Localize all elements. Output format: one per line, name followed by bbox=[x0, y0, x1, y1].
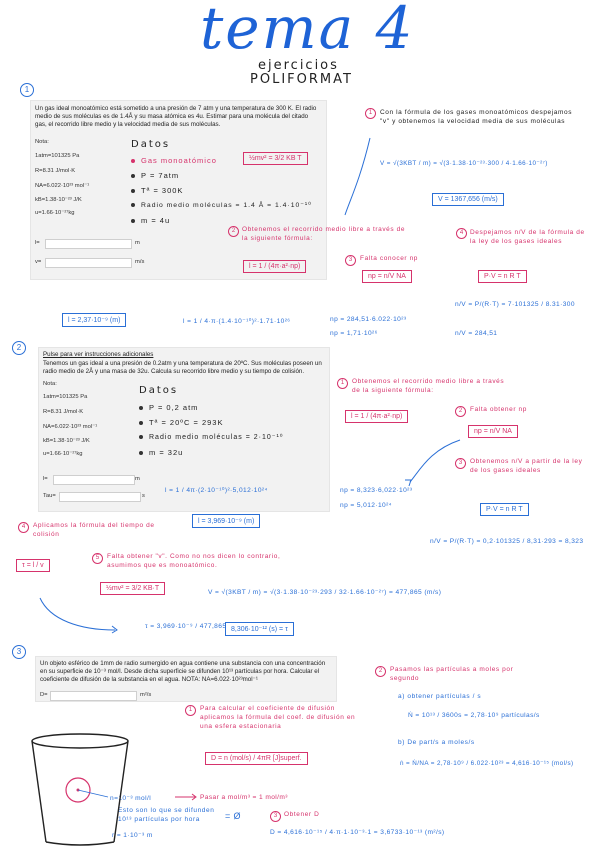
ex2-energy-box: ½mv² = 3/2 KB·T bbox=[100, 582, 165, 595]
note2-na: NA=6.022·10²³ mol⁻¹ bbox=[43, 424, 98, 430]
ex1-nv-res: n/V = 284,51 bbox=[455, 330, 498, 337]
ex2-np-calc2: np = 5,012·10²⁴ bbox=[340, 502, 392, 509]
ex3-step1-text: Para calcular el coeficiente de difusión aplicamos la fórmula del coef. de difusión en una esfera estacionaria bbox=[200, 705, 356, 730]
ex2-tau-calc: τ = 3,969·10⁻⁹ / 477,865 bbox=[145, 623, 227, 630]
dato2-t: Tª = 20ºC = 293K bbox=[149, 418, 224, 427]
note-kb: kB=1.38·10⁻²³ J/K bbox=[35, 197, 82, 203]
ex3-step2-text: Pasamos las partículas a moles por segundo bbox=[390, 666, 514, 682]
note2-atm: 1atm=101325 Pa bbox=[43, 394, 88, 400]
ex2-l-calc: l = 1 / 4π·(2·10⁻¹⁰)²·5,012·10²⁴ bbox=[165, 487, 268, 494]
ex1-np-calc2: np = 1,71·10²⁶ bbox=[330, 330, 378, 337]
ex2-step-1-number: 1 bbox=[337, 378, 348, 389]
note-label-2: Nota: bbox=[43, 381, 57, 387]
ex2-v-formula: V = √(3KBT / m) = √(3·1.38·10⁻²³·293 / 32·1.66·10⁻²⁷) = 477,865 (m/s) bbox=[208, 589, 442, 596]
ex3-zero: = Ø bbox=[225, 811, 241, 821]
arrow-1-icon bbox=[345, 138, 370, 215]
ex2-step5-text: Falta obtener "v". Como no nos dicen lo contrario, asumimos que es monoatómico. bbox=[107, 553, 281, 569]
ex3-a-eq: Ṅ = 10¹³ / 3600s = 2,78·10⁹ partículas/s bbox=[408, 712, 540, 719]
ex2-step2-text: Falta obtener np bbox=[470, 406, 527, 413]
field-l-label: l= bbox=[35, 240, 40, 246]
note2-kb: kB=1.38·10⁻²³ J/K bbox=[43, 438, 90, 444]
exercise-1-statement: Un gas ideal monoatómico está sometido a una presión de 7 atm y una temperatura de 300 K. El radio medio de sus moléculas es de 1.4Å y su masa atómica es 4u. Estimar para una molécula del citado gas, el recorrido libre medio y la velocidad media de sus moléculas. bbox=[35, 105, 317, 128]
exercise-3-statement: Un objeto esférico de 1mm de radio sumergido en agua contiene una substancia con una concentración en su superficie de 10⁻³ mol/l. Desde dicha superficie se difunden 10¹³ partículas por hora. Calcular el coeficiente de difusión de la substancia en el agua. NOTA: NA=6.022·10²³mol⁻¹ bbox=[40, 660, 326, 683]
ex3-conc-label: n=10⁻³ mol/l bbox=[110, 795, 152, 802]
field2-tau-unit: s bbox=[142, 493, 145, 499]
note-u: u=1.66·10⁻²⁷kg bbox=[35, 210, 75, 216]
page-title: tema 4 bbox=[200, 0, 415, 62]
ex1-nv-eq: n/V = P/(R·T) = 7·101325 / 8.31·300 bbox=[455, 301, 575, 308]
beaker-icon bbox=[32, 734, 128, 845]
ex3-parts-label: Esto son lo que se difunden 10¹³ partículas por hora bbox=[118, 807, 215, 823]
ex2-step4-text: Aplicamos la fórmula del tiempo de colisión bbox=[33, 522, 155, 538]
ex2-step-5-number: 5 bbox=[92, 553, 103, 564]
field2-l-unit: m bbox=[135, 476, 140, 482]
ex1-v-result: V = 1367,656 (m/s) bbox=[432, 193, 504, 206]
note-na: NA=6.022·10²³ mol⁻¹ bbox=[35, 183, 90, 189]
ex3-step-3-number: 3 bbox=[270, 811, 281, 822]
ex1-np-box: np = n/V NA bbox=[362, 270, 412, 283]
ex2-step3-text: Obtenemos n/V a partir de la ley de los gases ideales bbox=[470, 458, 583, 474]
dato2-radio: Radio medio moléculas = 2·10⁻¹⁰ bbox=[149, 434, 284, 441]
ex1-l-result: l = 2,37·10⁻⁹ (m) bbox=[62, 313, 126, 327]
field-v-unit: m/s bbox=[135, 259, 145, 265]
note-label: Nota: bbox=[35, 139, 49, 145]
field-l-unit: m bbox=[135, 240, 140, 246]
instructions-link[interactable]: Pulse para ver instrucciones adicionales bbox=[43, 351, 154, 358]
note-atm: 1atm=101325 Pa bbox=[35, 153, 80, 159]
ex3-radius: r = 1·10⁻³ m bbox=[112, 832, 153, 839]
datos-title: Datos bbox=[131, 139, 171, 150]
ex1-step3-text: Falta conocer np bbox=[360, 255, 419, 262]
energy-formula-box: ½mv² = 3/2 KB T bbox=[243, 152, 308, 165]
field3-d-unit: m²/s bbox=[140, 692, 152, 698]
ex1-np-calc1: np = 284,51·6.022·10²³ bbox=[330, 316, 407, 323]
ex2-tau-box: τ = l / v bbox=[16, 559, 50, 572]
field-v-label: v= bbox=[35, 259, 42, 265]
arrow-2-icon bbox=[410, 440, 460, 482]
dato-m: m = 4u bbox=[141, 216, 171, 225]
ex3-d-box: D = n (mol/s) / 4πR [J]superf. bbox=[205, 752, 308, 765]
subtitle-ejercicios: ejercicios bbox=[258, 58, 339, 73]
ex2-pvnrt: P·V = n R T bbox=[480, 503, 529, 516]
dato2-p: P = 0,2 atm bbox=[149, 403, 199, 412]
exercise-2-statement: Tenemos un gas ideal a una presión de 0.2atm y una temperatura de 20ºC. Sus moléculas poseen un radio medio de 2Å y una masa de 32u. Calcula su recorrido libre medio y su tiempo de colisión. bbox=[43, 360, 322, 375]
step-3-number: 3 bbox=[345, 255, 356, 266]
ex2-nv-eq: n/V = P/(R·T) = 0,2·101325 / 8,31·293 = 8,323 bbox=[430, 538, 584, 545]
ex3-arrow-text: Pasar a mol/m³ = 1 mol/m³ bbox=[200, 794, 288, 801]
ex1-pvnrt: P·V = n R T bbox=[478, 270, 527, 283]
ex3-step-2-number: 2 bbox=[375, 666, 386, 677]
field2-tau-label: Tau= bbox=[43, 493, 56, 499]
ex2-step-4-number: 4 bbox=[18, 522, 29, 533]
ex2-tau-result: 8,306·10⁻¹² (s) = τ bbox=[225, 622, 294, 636]
exercise-2-number: 2 bbox=[12, 341, 26, 355]
dato2-m: m = 32u bbox=[149, 448, 184, 457]
note2-u: u=1.66·10⁻²⁷kg bbox=[43, 451, 83, 457]
step-1-number: 1 bbox=[365, 108, 376, 119]
datos2-title: Datos bbox=[139, 385, 179, 396]
exercise-3-number: 3 bbox=[12, 645, 26, 659]
subtitle-poliformat: POLIFORMAT bbox=[250, 72, 353, 87]
ex2-np-box: np = n/V NA bbox=[468, 425, 518, 438]
dato-gas: Gas monoatómico bbox=[141, 156, 217, 165]
note-r: R=8.31 J/mol·K bbox=[35, 168, 76, 174]
dato-radio: Radio medio moléculas = 1.4 Å = 1.4·10⁻¹⁰ bbox=[141, 202, 312, 209]
ex1-step4-text: Despejamos n/V de la fórmula de la ley de los gases ideales bbox=[470, 229, 585, 245]
ex1-l-formula: l = 1 / (4π·a²·np) bbox=[243, 260, 306, 273]
ex1-step1-text: Con la fórmula de los gases monoatómicos despejamos "v" y obtenemos la velocidad media de sus moléculas bbox=[380, 109, 573, 125]
ex3-b-eq: ṅ = Ṅ/NA = 2,78·10⁹ / 6.022·10²³ = 4,616·10⁻¹⁵ (mol/s) bbox=[400, 760, 574, 767]
dato-p: P = 7atm bbox=[141, 171, 180, 180]
ex3-a-label: a) obtener partículas / s bbox=[398, 693, 482, 700]
dato-t: Tª = 300K bbox=[141, 186, 184, 195]
ex1-v-formula: V = √(3KBT / m) = √(3·1.38·10⁻²³·300 / 4·1.66·10⁻²⁷) bbox=[380, 160, 548, 167]
field3-d-label: D= bbox=[40, 692, 48, 698]
exercise-1-number: 1 bbox=[20, 83, 34, 97]
note2-r: R=8.31 J/mol·K bbox=[43, 409, 84, 415]
arrow-3-icon bbox=[40, 598, 115, 630]
ex2-step-3-number: 3 bbox=[455, 458, 466, 469]
ex2-l-formula: l = 1 / (4π·a²·np) bbox=[345, 410, 408, 423]
step-4-number: 4 bbox=[456, 228, 467, 239]
ex1-step2-text: Obtenemos el recorrido medio libre a través de la siguiente fórmula: bbox=[242, 226, 406, 242]
ex1-l-calc: l = 1 / 4·π·(1.4·10⁻¹⁰)²·1.71·10²⁶ bbox=[183, 318, 291, 325]
ex3-d-calc: D = 4,616·10⁻¹⁵ / 4·π·1·10⁻³·1 = 3,6733·10⁻¹³ (m²/s) bbox=[270, 829, 445, 836]
ex2-np-calc1: np = 8,323·6,022·10²³ bbox=[340, 487, 413, 494]
step-2-number: 2 bbox=[228, 226, 239, 237]
field2-l-label: l= bbox=[43, 476, 48, 482]
ex2-step-2-number: 2 bbox=[455, 406, 466, 417]
ex3-step-1-number: 1 bbox=[185, 705, 196, 716]
ex2-step1-text: Obtenemos el recorrido medio libre a través de la siguiente fórmula: bbox=[352, 378, 505, 394]
ex3-b-label: b) De part/s a moles/s bbox=[398, 739, 475, 746]
ex2-l-result: l = 3,969·10⁻⁹ (m) bbox=[192, 514, 260, 528]
ex3-step3-text: Obtener D bbox=[284, 811, 320, 818]
